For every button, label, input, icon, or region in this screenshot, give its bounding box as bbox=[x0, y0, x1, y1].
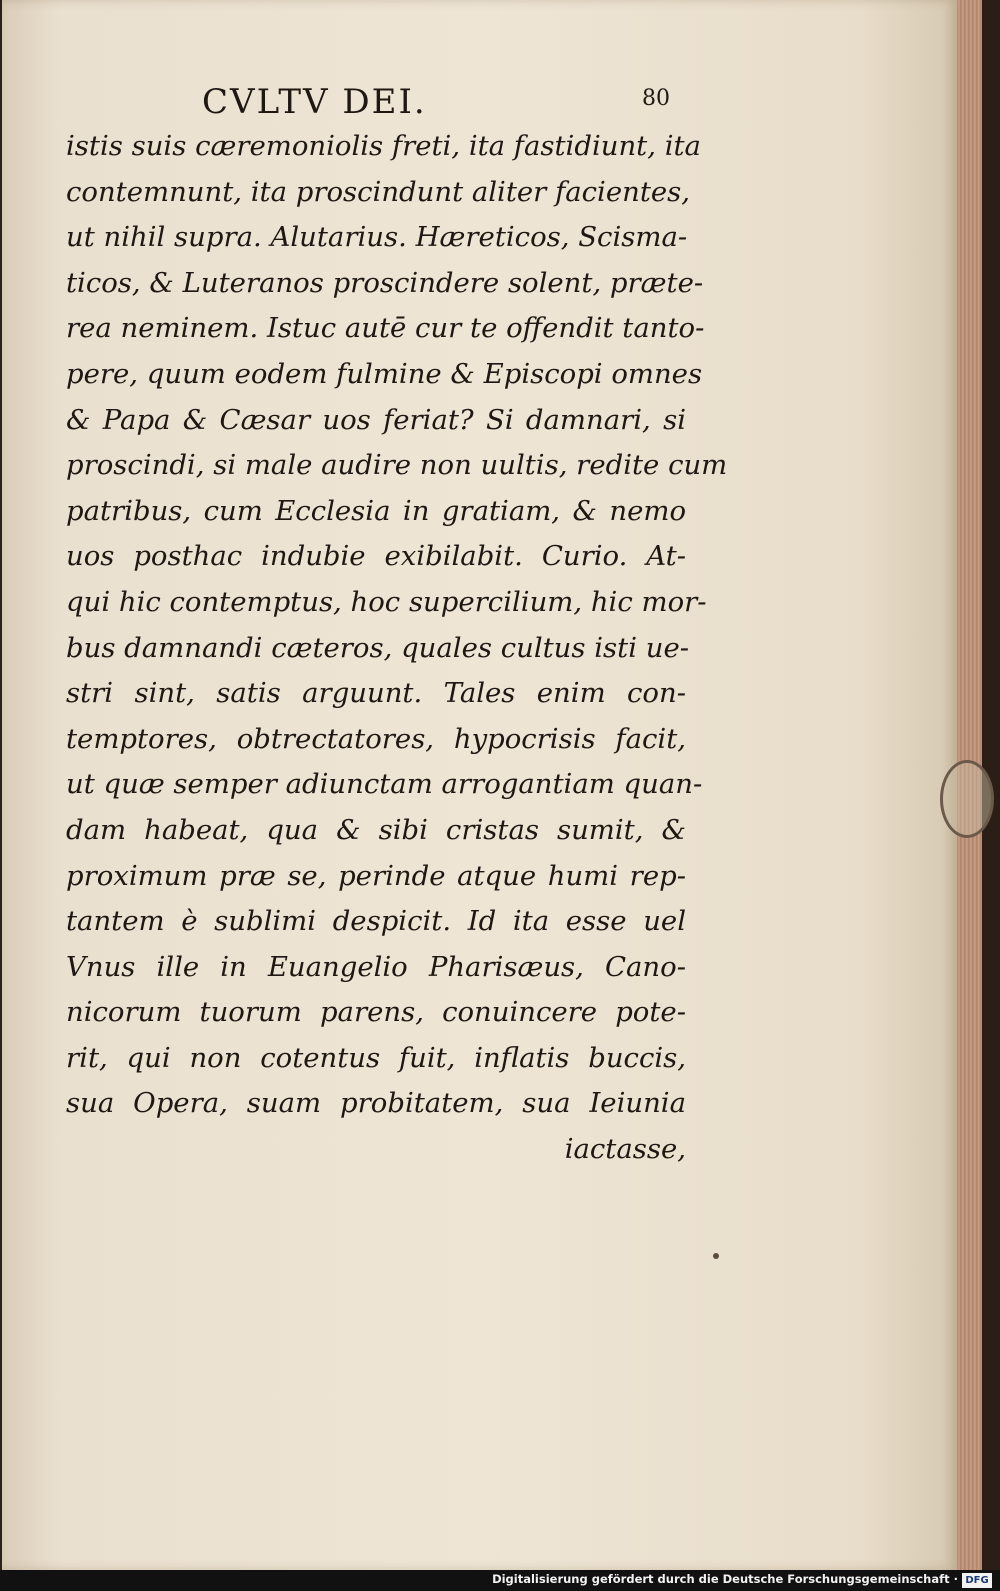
text-line: rea neminem. Istuc autē cur te offendit tanto- bbox=[66, 312, 705, 345]
page-number: 80 bbox=[642, 86, 670, 111]
text-line: nicorum tuorum parens, conuincere pote- bbox=[66, 996, 686, 1029]
text-line: ut quæ semper adiunctam arrogantiam quan- bbox=[66, 768, 703, 801]
text-line: patribus, cum Ecclesia in gratiam, & nemo bbox=[66, 494, 686, 527]
text-line: pere, quum eodem fulmine & Episcopi omnes bbox=[66, 357, 703, 390]
text-line: tantem è sublimi despicit. Id ita esse uel bbox=[66, 905, 686, 938]
book-page bbox=[2, 0, 957, 1570]
text-line: ut nihil supra. Alutarius. Hæreticos, Scisma- bbox=[66, 221, 688, 254]
text-line: rit, qui non cotentus fuit, inflatis buccis, bbox=[66, 1041, 686, 1074]
text-line: temptores, obtrectatores, hypocrisis facit, bbox=[66, 722, 686, 755]
running-head bbox=[202, 82, 672, 122]
text-line: proximum præ se, perinde atque humi rep- bbox=[66, 859, 686, 892]
clasp-ring bbox=[940, 760, 994, 838]
funding-credit: Digitalisierung gefördert durch die Deutsche Forschungsgemeinschaft · bbox=[492, 1572, 958, 1586]
dfg-logo: DFG bbox=[962, 1573, 992, 1588]
text-line: ticos, & Luteranos proscindere solent, præte- bbox=[66, 266, 704, 299]
running-head-title: CVLTV DEI. bbox=[202, 82, 427, 122]
text-line: & Papa & Cæsar uos feriat? Si damnari, si bbox=[66, 403, 686, 436]
text-line: qui hic contemptus, hoc supercilium, hic mor- bbox=[66, 585, 707, 618]
text-line: proscindi, si male audire non uultis, redite cum bbox=[66, 449, 728, 482]
text-line: uos posthac indubie exibilabit. Curio. At- bbox=[66, 540, 686, 573]
show-through-ink bbox=[722, 235, 832, 385]
ink-speck bbox=[713, 1253, 719, 1259]
text-line: bus damnandi cæteros, quales cultus isti ue- bbox=[66, 631, 690, 664]
catchword: iactasse, bbox=[564, 1133, 686, 1166]
text-line: sua Opera, suam probitatem, sua Ieiunia bbox=[66, 1087, 686, 1120]
text-line: stri sint, satis arguunt. Tales enim con- bbox=[66, 677, 686, 710]
text-line: Vnus ille in Euangelio Pharisæus, Cano- bbox=[66, 950, 686, 983]
footer-bar bbox=[0, 1570, 1000, 1591]
text-line: contemnunt, ita proscindunt aliter facientes, bbox=[66, 175, 691, 208]
text-line: istis suis cæremoniolis freti, ita fastidiunt, ita bbox=[66, 130, 701, 162]
body-text bbox=[66, 124, 728, 1173]
text-line: dam habeat, qua & sibi cristas sumit, & bbox=[66, 813, 686, 846]
